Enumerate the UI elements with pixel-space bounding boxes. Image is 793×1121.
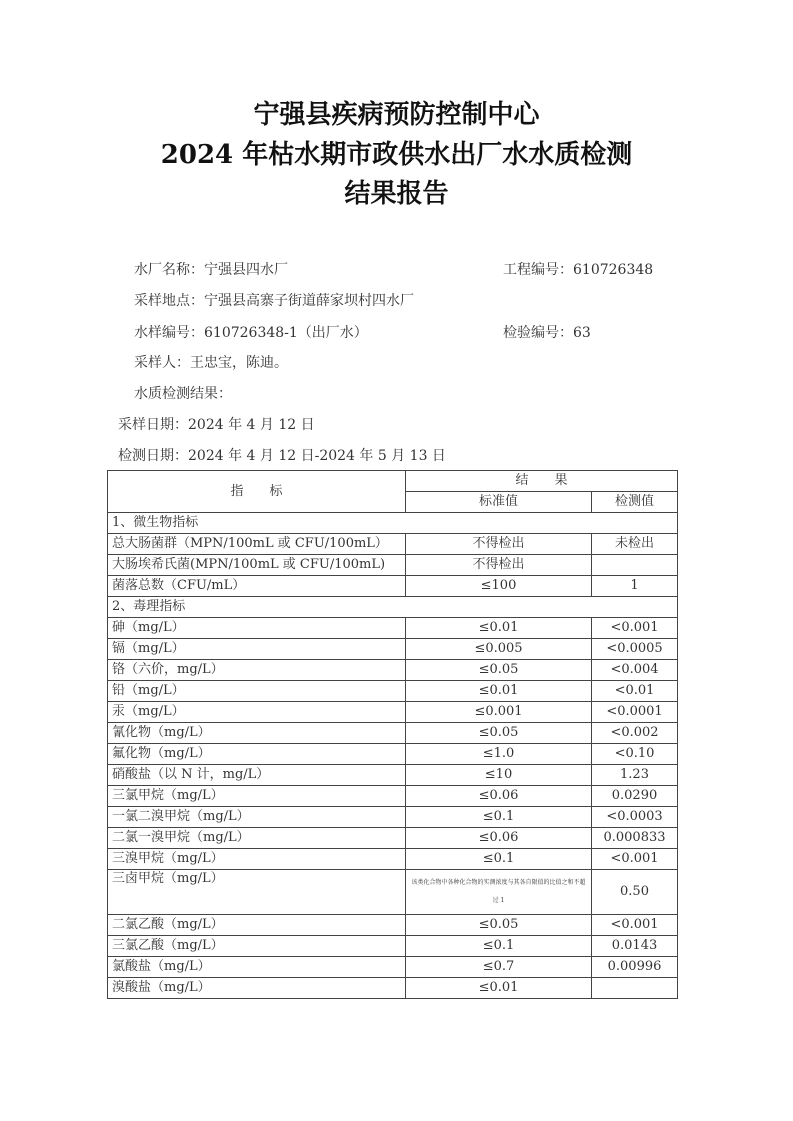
sample-number: 水样编号：610726348-1（出厂水） [134,325,368,341]
sampling-location: 采样地点：宁强县高寨子街道薛家坝村四水厂 [134,293,414,309]
indicator-name: 铬（六价，mg/L） [108,660,406,681]
inspection-number: 检验编号：63 [503,325,591,341]
indicator-name: 硝酸盐（以 N 计，mg/L） [108,765,406,786]
measured-value: <0.10 [592,744,678,765]
measured-value: 1.23 [592,765,678,786]
test-date: 检测日期：2024 年 4 月 12 日-2024 年 5 月 13 日 [118,448,446,464]
measured-value: 0.00996 [592,957,678,978]
section-title: 1、微生物指标 [108,513,678,534]
measured-value: 未检出 [592,534,678,555]
measured-value: <0.001 [592,915,678,936]
table-row [108,555,678,576]
measured-header: 检测值 [592,492,678,513]
section-row [108,513,678,534]
table-row [108,765,678,786]
report-title-line-3: 结果报告 [344,179,449,209]
measured-value: <0.0003 [592,807,678,828]
measured-value: <0.002 [592,723,678,744]
standard-value: ≤1.0 [406,744,592,765]
indicator-name: 氰化物（mg/L） [108,723,406,744]
measured-value: <0.0005 [592,639,678,660]
measured-value [592,978,678,999]
result-header: 结 果 [406,471,678,492]
standard-value: ≤0.1 [406,936,592,957]
section-title: 2、毒理指标 [108,597,678,618]
table-row [108,702,678,723]
standard-value: ≤0.1 [406,807,592,828]
measured-value: 0.000833 [592,828,678,849]
table-row [108,639,678,660]
indicator-name: 溴酸盐（mg/L） [108,978,406,999]
measured-value: 0.0290 [592,786,678,807]
standard-value: ≤10 [406,765,592,786]
project-number: 工程编号：610726348 [503,262,654,278]
indicator-name: 三氯甲烷（mg/L） [108,786,406,807]
results-label: 水质检测结果： [134,386,232,402]
table-row [108,576,678,597]
measured-value: <0.001 [592,618,678,639]
standard-value: ≤0.01 [406,618,592,639]
indicator-name: 镉（mg/L） [108,639,406,660]
standard-value: ≤0.005 [406,639,592,660]
standard-value: ≤0.06 [406,828,592,849]
standard-value: 不得检出 [406,555,592,576]
measured-value: <0.004 [592,660,678,681]
report-title-line-1: 宁强县疾病预防控制中心 [253,100,540,130]
indicator-name: 菌落总数（CFU/mL） [108,576,406,597]
standard-value: ≤0.06 [406,786,592,807]
indicator-name: 汞（mg/L） [108,702,406,723]
table-row [108,681,678,702]
table-row [108,957,678,978]
table-row [108,618,678,639]
table-row [108,534,678,555]
table-row [108,786,678,807]
measured-value: <0.0001 [592,702,678,723]
indicator-name: 氯酸盐（mg/L） [108,957,406,978]
sample-date: 采样日期：2024 年 4 月 12 日 [118,417,315,433]
measured-value: 1 [592,576,678,597]
measured-value [592,555,678,576]
table-row [108,870,678,915]
table-row [108,807,678,828]
section-row [108,597,678,618]
table-row [108,744,678,765]
measured-value: <0.01 [592,681,678,702]
indicator-name: 二氯一溴甲烷（mg/L） [108,828,406,849]
standard-value: ≤0.05 [406,660,592,681]
plant-name: 水厂名称：宁强县四水厂 [134,262,288,278]
indicator-name: 三卤甲烷（mg/L） [108,870,406,915]
results-table [107,470,678,999]
table-row [108,849,678,870]
indicator-header: 指 标 [108,471,406,513]
indicator-name: 铅（mg/L） [108,681,406,702]
indicator-name: 砷（mg/L） [108,618,406,639]
indicator-name: 总大肠菌群（MPN/100mL 或 CFU/100mL） [108,534,406,555]
table-header-row [108,471,678,492]
standard-header: 标准值 [406,492,592,513]
standard-value: ≤0.7 [406,957,592,978]
measured-value: 0.0143 [592,936,678,957]
indicator-name: 三溴甲烷（mg/L） [108,849,406,870]
standard-value: ≤0.05 [406,723,592,744]
standard-value: ≤0.05 [406,915,592,936]
standard-value: 不得检出 [406,534,592,555]
sampler: 采样人：王忠宝，陈迪。 [134,355,288,371]
standard-value: ≤0.01 [406,978,592,999]
standard-value: ≤0.1 [406,849,592,870]
standard-value: 该类化合物中各种化合物的实测浓度与其各自限值的比值之和不超过 1 [406,870,592,915]
table-row [108,936,678,957]
table-row [108,915,678,936]
standard-value: ≤0.01 [406,681,592,702]
indicator-name: 一氯二溴甲烷（mg/L） [108,807,406,828]
indicator-name: 氟化物（mg/L） [108,744,406,765]
indicator-name: 大肠埃希氏菌(MPN/100mL 或 CFU/100mL) [108,555,406,576]
measured-value: 0.50 [592,870,678,915]
standard-value: ≤100 [406,576,592,597]
table-row [108,978,678,999]
indicator-name: 二氯乙酸（mg/L） [108,915,406,936]
indicator-name: 三氯乙酸（mg/L） [108,936,406,957]
standard-value: ≤0.001 [406,702,592,723]
report-title-line-2: 2024 年枯水期市政供水出厂水水质检测 [160,140,633,170]
table-row [108,660,678,681]
table-row [108,828,678,849]
table-row [108,723,678,744]
measured-value: <0.001 [592,849,678,870]
